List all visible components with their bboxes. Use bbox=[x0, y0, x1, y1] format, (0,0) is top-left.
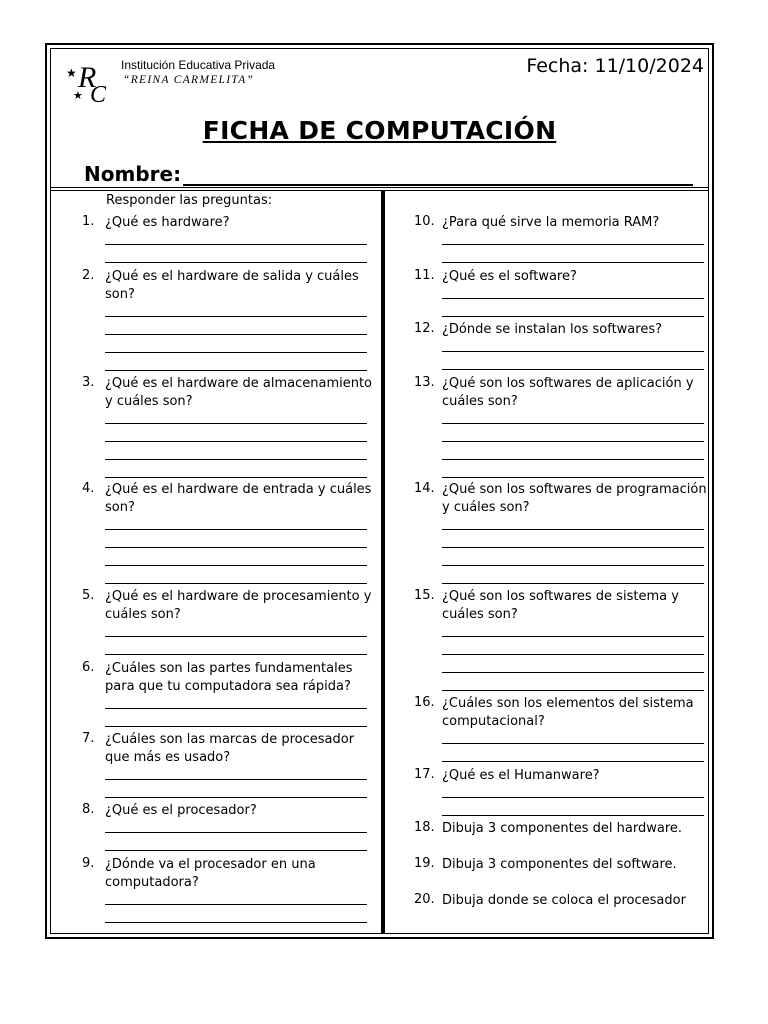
answer-line[interactable] bbox=[105, 832, 367, 833]
svg-text:C: C bbox=[90, 82, 107, 103]
header-divider-double bbox=[51, 190, 708, 191]
answer-line[interactable] bbox=[442, 583, 704, 584]
question-number: 9. bbox=[82, 856, 95, 871]
answer-line[interactable] bbox=[442, 477, 704, 478]
question-number: 14. bbox=[414, 481, 435, 496]
answer-line[interactable] bbox=[105, 423, 367, 424]
question-text: ¿Qué son los softwares de programación y cuáles son? bbox=[442, 482, 707, 515]
question-number: 4. bbox=[82, 481, 95, 496]
question-number: 20. bbox=[414, 892, 435, 907]
institution-name: “REINA CARMELITA” bbox=[123, 74, 255, 86]
question-text: Dibuja 3 componentes del hardware. bbox=[442, 821, 683, 836]
question-number: 7. bbox=[82, 731, 95, 746]
svg-text:★: ★ bbox=[73, 89, 83, 102]
instructions-text: Responder las preguntas: bbox=[106, 193, 273, 208]
question-number: 1. bbox=[82, 214, 95, 229]
question-text: ¿Qué es el software? bbox=[442, 269, 577, 284]
answer-line[interactable] bbox=[442, 797, 704, 798]
answer-line[interactable] bbox=[442, 244, 704, 245]
answer-line[interactable] bbox=[442, 761, 704, 762]
question-text: ¿Cuáles son las marcas de procesador que más es usado? bbox=[105, 732, 355, 765]
answer-line[interactable] bbox=[105, 922, 367, 923]
name-input-line[interactable] bbox=[183, 184, 693, 186]
answer-line[interactable] bbox=[105, 441, 367, 442]
question-text: ¿Cuáles son las partes fundamentales para que tu computadora sea rápida? bbox=[105, 661, 353, 694]
institution-type: Institución Educativa Privada bbox=[121, 58, 276, 72]
answer-line[interactable] bbox=[442, 654, 704, 655]
question-number: 11. bbox=[414, 268, 435, 283]
answer-line[interactable] bbox=[105, 797, 367, 798]
answer-line[interactable] bbox=[105, 459, 367, 460]
answer-line[interactable] bbox=[442, 351, 704, 352]
question-text: ¿Qué son los softwares de sistema y cuáles son? bbox=[442, 589, 679, 622]
answer-line[interactable] bbox=[105, 547, 367, 548]
question-number: 16. bbox=[414, 695, 435, 710]
question-number: 17. bbox=[414, 767, 435, 782]
question-number: 3. bbox=[82, 375, 95, 390]
answer-line[interactable] bbox=[442, 298, 704, 299]
answer-line[interactable] bbox=[105, 244, 367, 245]
answer-line[interactable] bbox=[105, 529, 367, 530]
question-text: Dibuja 3 componentes del software. bbox=[442, 857, 677, 872]
answer-line[interactable] bbox=[105, 654, 367, 655]
answer-line[interactable] bbox=[442, 423, 704, 424]
question-text: ¿Qué es el procesador? bbox=[105, 803, 257, 818]
question-number: 6. bbox=[82, 660, 95, 675]
school-logo-icon bbox=[63, 55, 117, 103]
question-text: ¿Qué es el hardware de procesamiento y cuáles son? bbox=[105, 589, 372, 622]
question-text: ¿Qué es hardware? bbox=[105, 215, 230, 230]
answer-line[interactable] bbox=[105, 708, 367, 709]
question-number: 10. bbox=[414, 214, 435, 229]
answer-line[interactable] bbox=[442, 262, 704, 263]
question-number: 2. bbox=[82, 268, 95, 283]
answer-line[interactable] bbox=[442, 459, 704, 460]
worksheet-inner-frame bbox=[50, 48, 709, 934]
answer-line[interactable] bbox=[442, 565, 704, 566]
answer-line[interactable] bbox=[105, 334, 367, 335]
question-number: 18. bbox=[414, 820, 435, 835]
answer-line[interactable] bbox=[105, 370, 367, 371]
answer-line[interactable] bbox=[105, 636, 367, 637]
question-text: ¿Qué es el hardware de entrada y cuáles son? bbox=[105, 482, 372, 515]
question-number: 13. bbox=[414, 375, 435, 390]
answer-line[interactable] bbox=[105, 726, 367, 727]
question-text: Dibuja donde se coloca el procesador bbox=[442, 893, 686, 908]
question-number: 5. bbox=[82, 588, 95, 603]
answer-line[interactable] bbox=[442, 636, 704, 637]
answer-line[interactable] bbox=[105, 779, 367, 780]
question-number: 19. bbox=[414, 856, 435, 871]
question-number: 12. bbox=[414, 321, 435, 336]
answer-line[interactable] bbox=[442, 672, 704, 673]
svg-text:★: ★ bbox=[66, 66, 77, 80]
svg-text:R: R bbox=[78, 61, 97, 94]
answer-line[interactable] bbox=[105, 316, 367, 317]
header-divider bbox=[51, 187, 708, 188]
answer-line[interactable] bbox=[105, 565, 367, 566]
answer-line[interactable] bbox=[442, 690, 704, 691]
answer-line[interactable] bbox=[442, 547, 704, 548]
question-text: ¿Qué es el hardware de salida y cuáles son? bbox=[105, 269, 359, 302]
answer-line[interactable] bbox=[105, 477, 367, 478]
answer-line[interactable] bbox=[442, 815, 704, 816]
answer-line[interactable] bbox=[442, 743, 704, 744]
answer-line[interactable] bbox=[442, 316, 704, 317]
answer-line[interactable] bbox=[105, 904, 367, 905]
answer-line[interactable] bbox=[105, 352, 367, 353]
question-text: ¿Dónde va el procesador en una computadora? bbox=[105, 857, 316, 890]
question-text: ¿Qué es el Humanware? bbox=[442, 768, 600, 783]
worksheet-frame bbox=[45, 43, 714, 939]
question-text: ¿Para qué sirve la memoria RAM? bbox=[442, 215, 660, 230]
answer-line[interactable] bbox=[442, 441, 704, 442]
answer-line[interactable] bbox=[442, 529, 704, 530]
answer-line[interactable] bbox=[105, 262, 367, 263]
answer-line[interactable] bbox=[105, 583, 367, 584]
answer-line[interactable] bbox=[105, 850, 367, 851]
name-label: Nombre: bbox=[84, 162, 182, 186]
question-text: ¿Cuáles son los elementos del sistema computacional? bbox=[442, 696, 694, 729]
question-text: ¿Qué son los softwares de aplicación y cuáles son? bbox=[442, 376, 694, 409]
page-title: FICHA DE COMPUTACIÓN bbox=[202, 116, 557, 145]
date-label: Fecha: 11/10/2024 bbox=[526, 55, 704, 77]
question-number: 8. bbox=[82, 802, 95, 817]
question-text: ¿Dónde se instalan los softwares? bbox=[442, 322, 662, 337]
question-number: 15. bbox=[414, 588, 435, 603]
answer-line[interactable] bbox=[442, 369, 704, 370]
question-text: ¿Qué es el hardware de almacenamiento y cuáles son? bbox=[105, 376, 373, 409]
